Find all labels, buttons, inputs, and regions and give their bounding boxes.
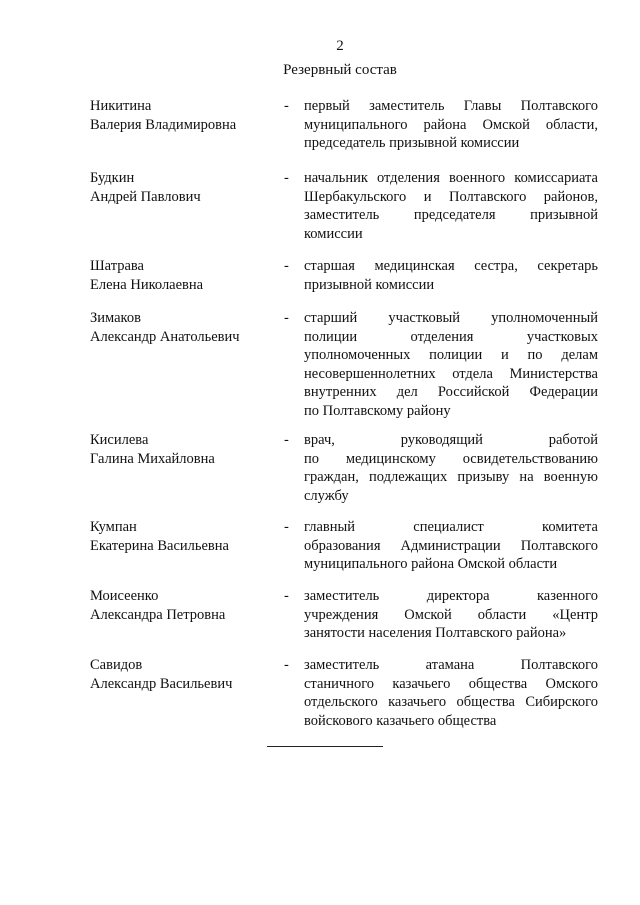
- role-line: призывной комиссии: [304, 276, 435, 293]
- role-line: службу: [304, 487, 349, 504]
- member-role: [304, 431, 598, 505]
- dash-separator: -: [284, 310, 289, 326]
- role-line: заместитель председателя призывной: [304, 207, 598, 223]
- member-name: [90, 309, 270, 346]
- member-surname: Кумпан: [90, 519, 137, 535]
- page-number: 2: [336, 38, 344, 54]
- dash-separator: -: [284, 588, 289, 604]
- member-name: [90, 97, 270, 134]
- dash-separator: -: [284, 519, 289, 535]
- role-line: полиции отделения участковых: [304, 328, 598, 345]
- member-name: [90, 587, 270, 624]
- dash-separator: -: [284, 98, 289, 114]
- role-line: образования Администрации Полтавского: [304, 537, 598, 554]
- role-line: уполномоченных полиции и по делам: [304, 347, 598, 363]
- role-line: по Полтавскому району: [304, 402, 451, 419]
- member-role: [304, 309, 598, 420]
- member-surname: Зимаков: [90, 310, 141, 326]
- role-line: войскового казачьего общества: [304, 712, 497, 729]
- role-line: заместитель атамана Полтавского: [304, 657, 598, 673]
- member-given-names: Александр Анатольевич: [90, 328, 240, 345]
- role-line: учреждения Омской области «Центр: [304, 606, 598, 623]
- member-name: [90, 518, 270, 555]
- role-line: первый заместитель Главы Полтавского: [304, 98, 598, 114]
- role-line: старшая медицинская сестра, секретарь: [304, 258, 598, 274]
- member-name: [90, 257, 270, 294]
- dash-separator: -: [284, 657, 289, 673]
- member-surname: Шатрава: [90, 258, 144, 274]
- member-role: [304, 169, 598, 243]
- role-line: Шербакульского и Полтавского районов,: [304, 188, 598, 205]
- role-line: по медицинскому освидетельствованию: [304, 450, 598, 467]
- role-line: начальник отделения военного комиссариата: [304, 170, 598, 186]
- role-line: внутренних дел Российской Федерации: [304, 384, 598, 400]
- member-role: [304, 518, 598, 574]
- role-line: муниципального района Омской области,: [304, 116, 598, 133]
- member-role: [304, 656, 598, 730]
- section-title: Резервный состав: [283, 62, 397, 78]
- member-name: [90, 656, 270, 693]
- member-name: [90, 169, 270, 206]
- member-given-names: Елена Николаевна: [90, 276, 204, 293]
- role-line: несовершеннолетних отдела Министерства: [304, 365, 598, 382]
- member-name: [90, 431, 270, 468]
- member-given-names: Валерия Владимировна: [90, 116, 237, 133]
- member-surname: Будкин: [90, 170, 135, 186]
- role-line: заместитель директора казенного: [304, 588, 598, 604]
- dash-separator: -: [284, 258, 289, 274]
- role-line: муниципального района Омской области: [304, 556, 558, 572]
- role-line: отдельского казачьего общества Сибирского: [304, 694, 598, 710]
- role-line: комиссии: [304, 225, 363, 242]
- end-separator-line: [267, 746, 383, 747]
- member-surname: Савидов: [90, 657, 143, 673]
- role-line: станичного казачьего общества Омского: [304, 675, 598, 692]
- role-line: граждан, подлежащих призыву на военную: [304, 469, 598, 485]
- member-given-names: Екатерина Васильевна: [90, 537, 229, 554]
- role-line: занятости населения Полтавского района»: [304, 625, 567, 641]
- role-line: председатель призывной комиссии: [304, 135, 520, 151]
- member-surname: Кисилева: [90, 432, 149, 448]
- role-line: старший участковый уполномоченный: [304, 310, 598, 326]
- member-role: [304, 97, 598, 153]
- member-given-names: Андрей Павлович: [90, 188, 201, 205]
- role-line: врач, руководящий работой: [304, 432, 598, 448]
- member-given-names: Александр Васильевич: [90, 675, 233, 692]
- dash-separator: -: [284, 432, 289, 448]
- member-given-names: Александра Петровна: [90, 606, 226, 623]
- member-role: [304, 257, 598, 294]
- role-line: главный специалист комитета: [304, 519, 598, 535]
- member-surname: Моисеенко: [90, 588, 159, 604]
- member-given-names: Галина Михайловна: [90, 450, 215, 467]
- member-role: [304, 587, 598, 643]
- member-surname: Никитина: [90, 98, 152, 114]
- dash-separator: -: [284, 170, 289, 186]
